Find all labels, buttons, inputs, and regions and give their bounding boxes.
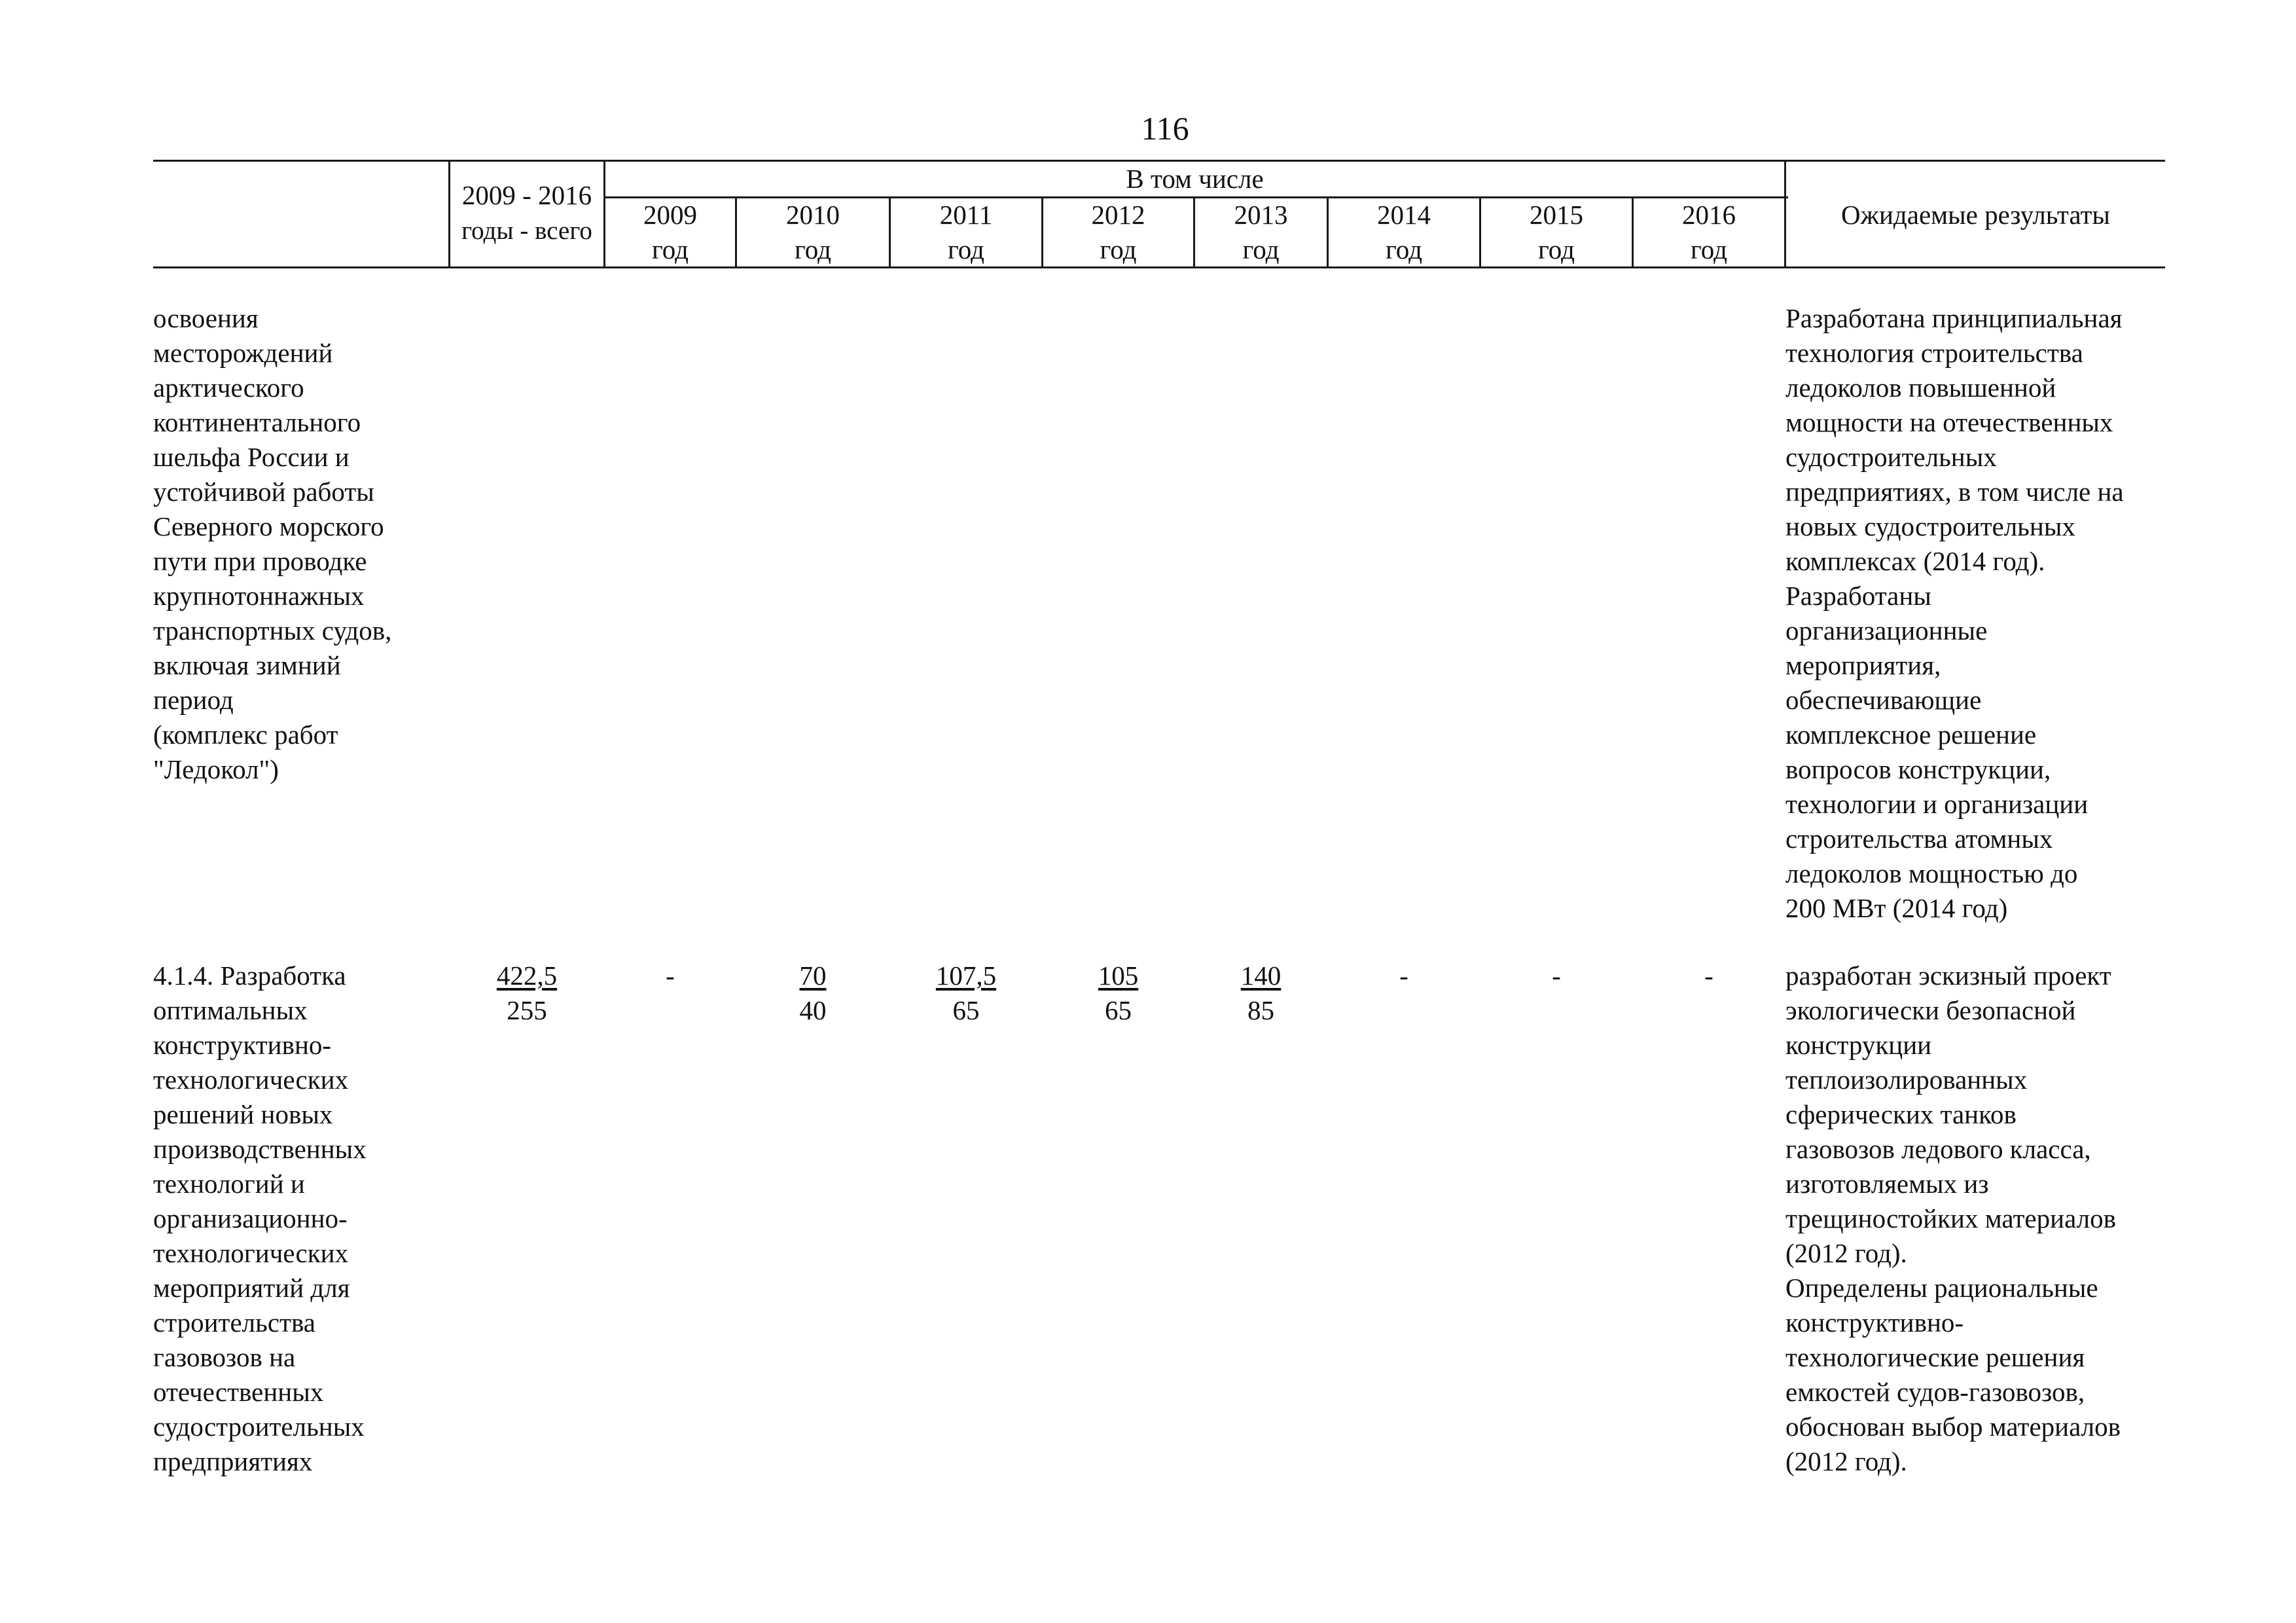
year-2011-value-all: 107,5 bbox=[935, 960, 997, 991]
header-year-unit: год bbox=[1691, 234, 1727, 264]
header-year-2010: 2010 bbox=[786, 200, 840, 230]
total-value-all: 422,5 bbox=[496, 960, 558, 991]
year-2009-cell: - bbox=[666, 960, 675, 991]
year-2012-value-all: 105 bbox=[1098, 960, 1139, 991]
year-2013-cell bbox=[1195, 958, 1327, 1028]
header-year-2014: 2014 bbox=[1377, 200, 1431, 230]
header-year-unit: год bbox=[1242, 234, 1280, 264]
year-2012-cell bbox=[1043, 958, 1193, 1028]
year-2010-cell bbox=[737, 958, 889, 1028]
header-results-label: Ожидаемые результаты bbox=[1841, 200, 2110, 230]
row-name: 4.1.4. Разработка оптимальных конструктивно- технологических решений новых производственных технологий и организационно- технологических мероприятий для строительства газовозов на отечественных судостроительных предприятиях bbox=[153, 960, 367, 1476]
row-results: разработан эскизный проект экологически безопасной конструкции теплоизолированных сферических танков газовозов ледового класса, изготовляемых из трещиностойких материалов (2012 год). Определены рациональные конструктивно- технологические решения емкостей судов-газовозов, обоснован выбор материалов (2012 год). bbox=[1785, 960, 2121, 1476]
header-year-2013: 2013 bbox=[1234, 200, 1288, 230]
header-year-unit: год bbox=[795, 234, 831, 264]
year-2015-cell: - bbox=[1552, 960, 1561, 991]
header-year-unit: год bbox=[1538, 234, 1575, 264]
header-year-2015: 2015 bbox=[1530, 200, 1583, 230]
total-cell bbox=[450, 958, 603, 1028]
year-2013-value-all: 140 bbox=[1240, 960, 1282, 991]
header-year-2011: 2011 bbox=[939, 200, 993, 230]
header-total-line1: 2009 - 2016 bbox=[461, 180, 592, 210]
row-results: Разработана принципиальная технология строительства ледоколов повышенной мощности на отечественных судостроительных предприятиях, в том числе на новых судостроительных комплексах (2014 год). Разработаны организационные мероприятия, обеспечивающие комплексное решение вопросов конструкции, технологии и организации строительства атомных ледоколов мощностью до 200 МВт (2014 год) bbox=[1785, 303, 2124, 923]
header-year-unit: год bbox=[1386, 234, 1422, 264]
year-2010-value-federal: 40 bbox=[799, 995, 827, 1025]
header-group-label: В том числе bbox=[1126, 164, 1264, 194]
year-2014-cell: - bbox=[1399, 960, 1408, 991]
header-year-unit: год bbox=[652, 234, 689, 264]
header-total-line2: годы - всего bbox=[461, 217, 592, 245]
year-2011-value-federal: 65 bbox=[952, 995, 980, 1025]
year-2011-cell bbox=[891, 958, 1041, 1028]
header-year-unit: год bbox=[1100, 234, 1137, 264]
year-2013-value-federal: 85 bbox=[1247, 995, 1274, 1025]
year-2010-value-all: 70 bbox=[799, 960, 827, 991]
header-year-2016: 2016 bbox=[1682, 200, 1736, 230]
page-number: 116 bbox=[1141, 110, 1189, 147]
row-name: освоения месторождений арктического континентального шельфа России и устойчивой работы Северного морского пути при проводке крупнотоннажных транспортных судов, включая зимний период (комплекс работ "Ледокол") bbox=[153, 303, 392, 784]
year-2016-cell: - bbox=[1704, 960, 1713, 991]
header-year-unit: год bbox=[948, 234, 984, 264]
header-year-2012: 2012 bbox=[1091, 200, 1145, 230]
header-year-2009: 2009 bbox=[643, 200, 697, 230]
total-value-federal: 255 bbox=[507, 995, 547, 1025]
year-2012-value-federal: 65 bbox=[1105, 995, 1132, 1025]
